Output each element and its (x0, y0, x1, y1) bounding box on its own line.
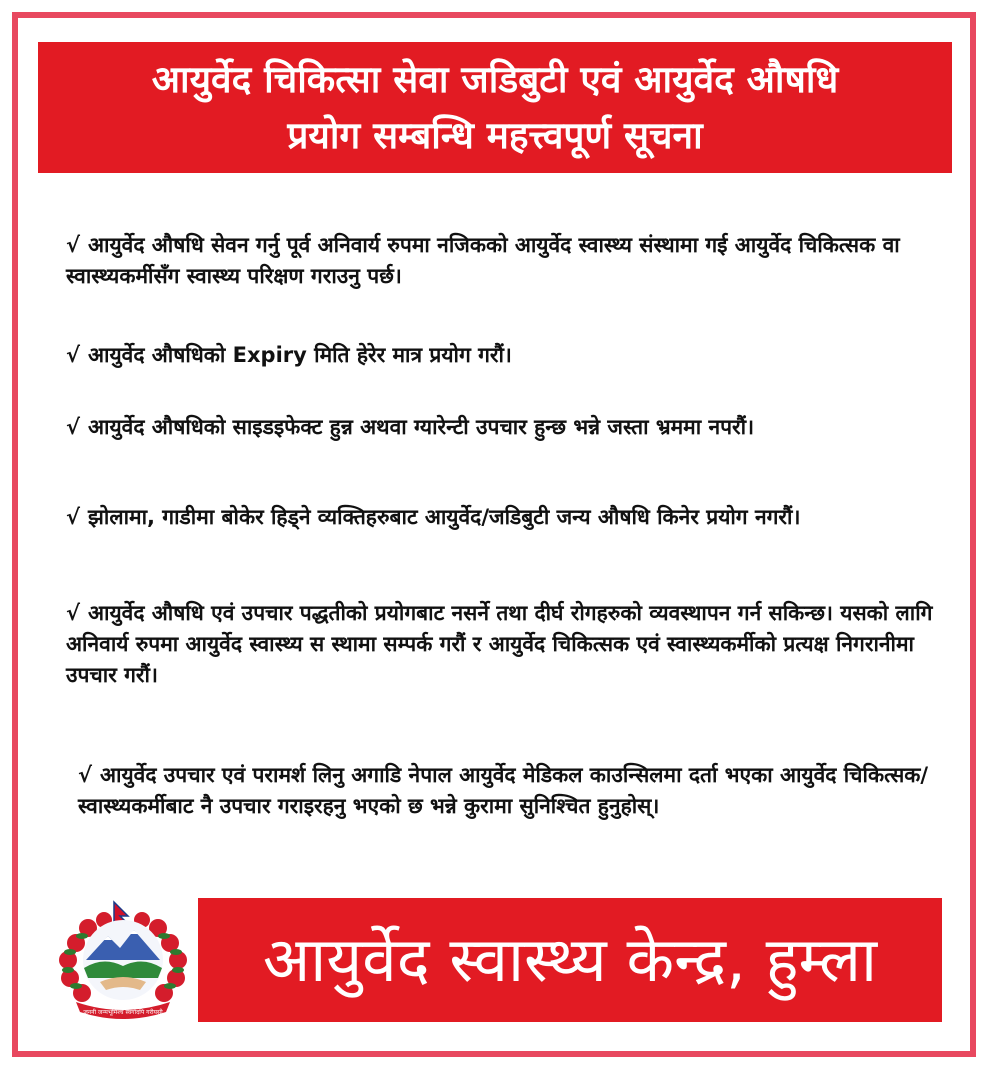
health-center-name: आयुर्वेद स्वास्थ्य केन्द्र, हुम्ला (262, 923, 878, 996)
check-icon: √ (66, 233, 81, 257)
check-icon: √ (66, 601, 81, 625)
notice-item (66, 502, 946, 533)
notice-item (66, 340, 946, 371)
notice-text: आयुर्वेद औषधिको Expiry मिति हेरेर मात्र प्रयोग गरौं। (88, 343, 512, 367)
check-icon: √ (66, 505, 81, 529)
notice-item (78, 760, 946, 822)
notice-item (66, 598, 946, 691)
notice-text: झोलामा, गाडीमा बोकेर हिड्ने व्यक्तिहरुबाट आयुर्वेद/जडिबुटी जन्य औषधि किनेर प्रयोग नगरौं। (88, 505, 801, 529)
header-title-line-2: प्रयोग सम्बन्धि महत्त्वपूर्ण सूचना (287, 113, 703, 157)
check-icon: √ (66, 343, 81, 367)
nepal-government-emblem-icon (48, 898, 198, 1022)
header-title-line-1: आयुर्वेद चिकित्सा सेवा जडिबुटी एवं आयुर्वेद औषधि (151, 57, 839, 101)
notice-item (66, 230, 946, 292)
notice-text: आयुर्वेद उपचार एवं परामर्श लिनु अगाडि नेपाल आयुर्वेद मेडिकल काउन्सिलमा दर्ता भएका आयुर्वेद चिकित्सक/स्वास्थ्यकर्मीबाट नै उपचार गराइरहनु भएको छ भन्ने कुरामा सुनिश्चित हुनुहोस्। (78, 763, 929, 818)
check-icon: √ (78, 763, 93, 787)
notice-text: आयुर्वेद औषधि सेवन गर्नु पूर्व अनिवार्य रुपमा नजिकको आयुर्वेद स्वास्थ्य संस्थामा गई आयुर्वेद चिकित्सक वा स्वास्थ्यकर्मीसँग स्वास्थ्य परिक्षण गराउनु पर्छ। (66, 233, 900, 288)
notice-text: आयुर्वेद औषधि एवं उपचार पद्धतीको प्रयोगबाट नसर्ने तथा दीर्घ रोगहरुको व्यवस्थापन गर्न सकिन्छ। यसको लागि अनिवार्य रुपमा आयुर्वेद स्वास्थ्य स स्थामा सम्पर्क गरौं र आयुर्वेद चिकित्सक एवं स्वास्थ्यकर्मीको प्रत्यक्ष निगरानीमा उपचार गरौं। (66, 601, 933, 687)
footer-banner (198, 898, 942, 1022)
notice-text: आयुर्वेद औषधिको साइडइफेक्ट हुन्न अथवा ग्यारेन्टी उपचार हुन्छ भन्ने जस्ता भ्रममा नपरौं। (88, 415, 755, 439)
notice-header (38, 42, 952, 173)
notice-item (66, 412, 946, 443)
check-icon: √ (66, 415, 81, 439)
emblem-motto: जननी जन्मभूमिश्च स्वर्गादपि गरीयसी (83, 1009, 163, 1016)
